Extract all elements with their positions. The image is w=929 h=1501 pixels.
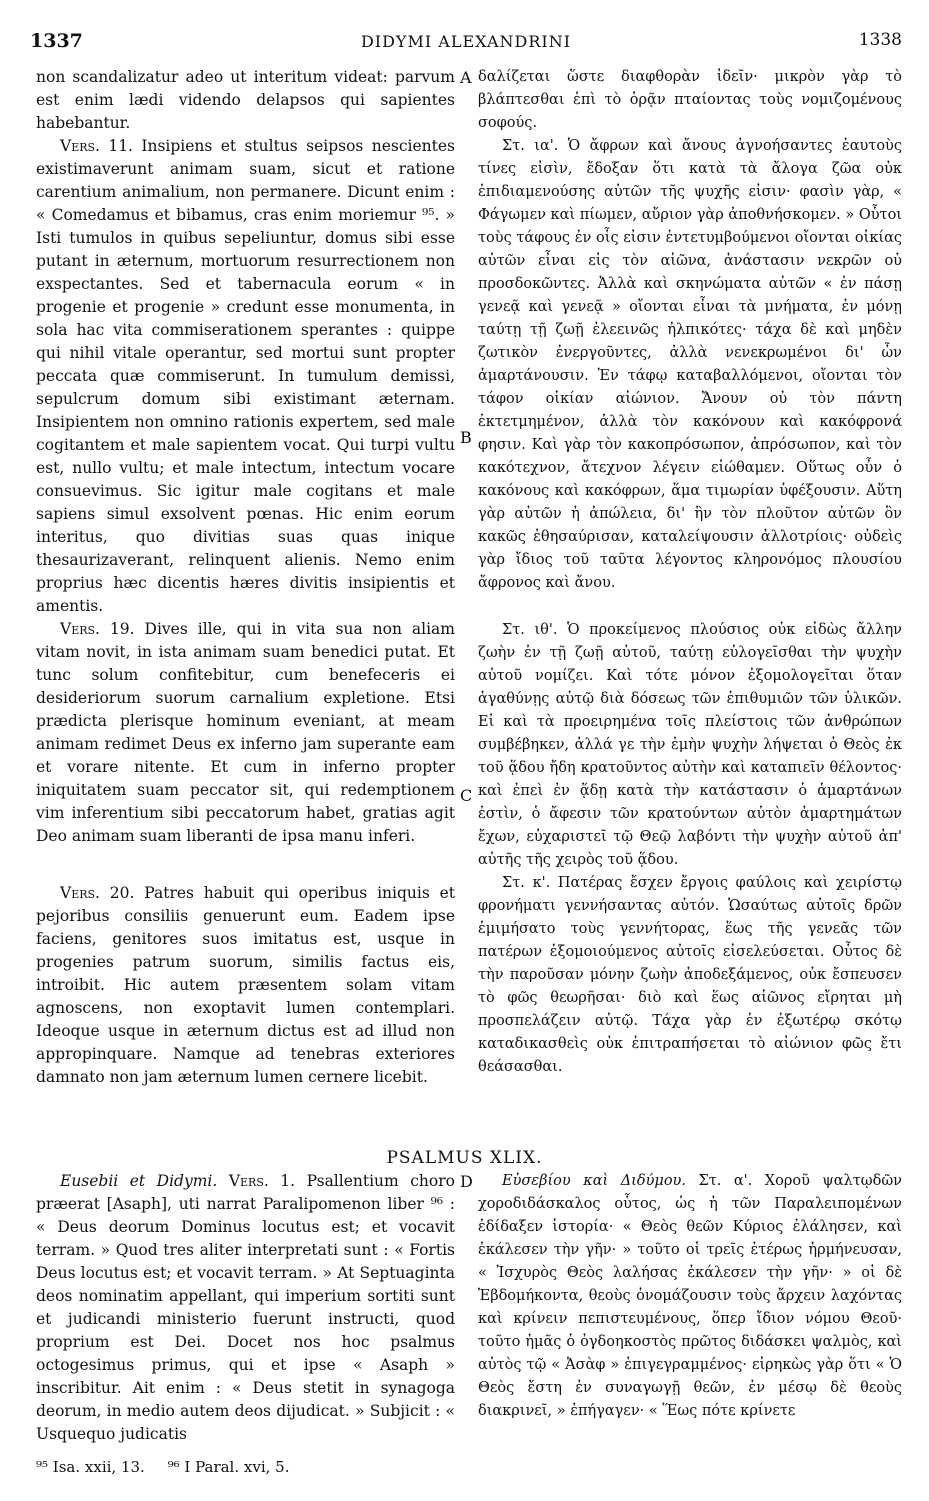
latin-paragraph-4-text: Patres habuit qui operibus iniquis et pejoribus consiliis genuerunt eum. Eadem ipse faciens, genitores suos imitatus est, usque in progenies patrum suorum, similis factus eis, introibit. Hic autem præsentem solam vitam agnoscens, non exoptavit lumen contemplari. Ideoque usque in æternum dictus est ad illud non appropinquare. Namque ad tenebras exteriores damnato non jam æternum lumen cernere licebit. bbox=[36, 884, 456, 1086]
latin-paragraph-3 bbox=[36, 618, 455, 848]
latin-column-upper bbox=[36, 66, 455, 1146]
page-number-left: 1337 bbox=[30, 30, 83, 52]
verse-label: Vers. 11. bbox=[60, 137, 133, 155]
margin-marker-c: C bbox=[460, 786, 473, 805]
psalm-heading: PSALMUS XLIX. bbox=[386, 1148, 543, 1168]
footnote-96: ⁹⁶ I Paral. xvi, 5. bbox=[167, 1458, 290, 1476]
latin-paragraph-4 bbox=[36, 882, 455, 1089]
greek-column-upper bbox=[478, 66, 902, 1146]
footnotes bbox=[36, 1458, 307, 1476]
greek-paragraph-2: Στ. ια'. Ὁ ἄφρων καὶ ἄνους ἀγνοήσαντες ἑαυτοὺς τίνες εἰσὶν, ἔδοξαν ὅτι κατὰ τὰ ἄλογα ζῶα οὐκ ἐπιδιαμενούσης αὐτῶν τῆς ψυχῆς εἰσιν· φασὶν γὰρ, « Φάγωμεν καὶ πίωμεν, αὔριον γὰρ ἀποθνήσκομεν. » Οὗτοι τοὺς τάφους ἐν οἷς εἰσιν ἐντετυμβούμενοι οἴονται οἰκίας αὐτῶν εἶναι εἰς τὸν αἰῶνα, ἀνάστασιν νεκρῶν οὐ προσδοκῶντες. Ἀλλὰ καὶ σκηνώματα αὐτῶν « ἐν πάσῃ γενεᾷ καὶ γενεᾷ » οἴονται εἶναι τὰ μνήματα, ἐν μόνῃ ταύτῃ τῇ ζωῇ ἐλεεινῶς ἠλπικότες· τάχα δὲ καὶ μηδὲν ζωτικὸν ἐνεργοῦντες, ἀλλὰ νενεκρωμένοι δι' ὧν ἁμαρτάνουσιν. Ἐν τάφῳ καταβαλλόμενοι, οἴονται τὸν τάφον οἰκίαν αἰώνιον. Ἄνουν οὐ τὸν πάντη ἐκτετμημένον, ἀλλὰ τὸν κακόνουν καὶ κακόφρονά φησιν. Καὶ γὰρ τὸν κακοπρόσωπον, ἀπρόσωπον, καὶ τὸν κακότεχνον, ἄτεχνον λέγειν εἰώθαμεν. Οὕτως οὖν ὁ κακόνους καὶ κακόφρων, ἅμα τιμωρίαν ὑφέξουσιν. Αὕτη γὰρ αὐτῶν ἡ ἀπώλεια, δι' ἣν τὸν πλοῦτον αὐτῶν ὃν κακῶς ἐθησαύρισαν, καταλείψουσιν ἀλλοτρίοις· οὐδεὶς γὰρ ἴδιος τοῦ ταῦτα λέγοντος κληρονόμος πλουσίου ἄφρονος καὶ ἄνου. bbox=[478, 138, 902, 591]
latin-paragraph-2 bbox=[36, 135, 455, 618]
latin-paragraph-5-text: Psallentium choro præerat [Asaph], uti narrat Paralipomenon liber ⁹⁶ : « Deus deorum Dominus locutus est; et vocavit terram. » Quod tres aliter interpretati sunt : « Fortis Deus locutus est; et vocavit terram. » At Septuaginta deos nominatim appellant, qui imperium sortiti sunt et judicandi ministerio fuerunt instructi, quod proprium est Dei. Docet nos hoc psalmus octogesimus primus, qui et ipse « Asaph » inscribitur. Ait enim : « Deus stetit in synagoga deorum, in medio autem deos dijudicat. » Subjicit : « Usquequo judicatis bbox=[36, 1172, 455, 1443]
running-title: DIDYMI ALEXANDRINI bbox=[360, 32, 572, 51]
page-number-right: 1338 bbox=[858, 30, 902, 50]
verse-label: Vers. 19. bbox=[60, 620, 135, 638]
margin-marker-b: B bbox=[460, 428, 472, 447]
margin-marker-d: D bbox=[460, 1172, 473, 1191]
greek-paragraph-5-text: Στ. α'. Χοροῦ ψαλτῳδῶν χοροδιδάσκαλος οὗτος, ὡς ἡ τῶν Παραλειπομένων ἐδίδαξεν ἱστορία· « Θεὸς θεῶν Κύριος ἐλάλησεν, καὶ ἐκάλεσεν τὴν γῆν· » τοῦτο οἱ τρεῖς ἑτέρως ἡρμήνευσαν, « Ἰσχυρὸς Θεὸς λαλήσας ἐκάλεσεν τὴν γῆν· » οἱ δὲ Ἑβδομήκοντα, θεοὺς ὀνομάζουσιν τοὺς ἄρχειν λαχόντας καὶ κρίνειν πεπιστευμένους, ὅπερ ἴδιον νόμου Θεοῦ· τοῦτο ἡμᾶς ὁ ὀγδοηκοστὸς πρῶτος διδάσκει ψαλμὸς, καὶ αὐτὸς τῷ « Ἀσὰφ » ἐπιγεγραμμένος· εἰρηκὼς γὰρ ὅτι « Ὁ Θεὸς ἔστη ἐν συναγωγῇ θεῶν, ἐν μέσῳ δὲ θεοὺς διακρινεῖ, » ἐπήγαγεν· « Ἕως πότε κρίνετε bbox=[478, 1173, 902, 1419]
margin-marker-a: A bbox=[460, 68, 472, 87]
attribution: Εὐσεβίου καὶ Διδύμου. bbox=[502, 1173, 686, 1189]
greek-paragraph-5 bbox=[478, 1170, 902, 1423]
latin-paragraph-5 bbox=[36, 1170, 455, 1446]
greek-column-lower bbox=[478, 1170, 902, 1450]
latin-paragraph-3-text: Dives ille, qui in vita sua non aliam vitam novit, in ista animam suam benedici putat. Et tunc solum confitebitur, cum benefeceris ei desideriorum suorum carnalium expletione. Etsi prædicta plerisque hominum eveniant, at meam animam redimet Deus ex inferno jam superante eam et vorare nitente. Et cum in inferno propter iniquitatem suam peccator sit, qui redemptionem vim inferentium sibi peccatorum habet, gratias agit Deo animam suam liberanti de ipsa manu inferi. bbox=[36, 620, 455, 845]
greek-paragraph-4: Στ. κ'. Πατέρας ἔσχεν ἔργοις φαύλοις καὶ χειρίστῳ φρονήματι γεννήσαντας αὐτόν. Ὡσαύτως αὐτοῖς δρῶν ἐμιμήσατο τοὺς γεννήτορας, ἕως τῆς γενεᾶς τῶν πατέρων ἐξομοιούμενος αὐτοῖς εἰσελεύσεται. Οὗτος δὲ τὴν παροῦσαν μόνην ζωὴν ἀποδεξάμενος, οὐκ ἔσπευσεν τὸ φῶς θεωρῆσαι· διὸ καὶ ἕως αἰῶνος εἴρηται μὴ προσπελάζειν αὐτῷ. Τάχα γὰρ ἐν ἐξωτέρῳ σκότῳ καταδικασθεὶς οὐκ ἐπιτραπήσεται τὸ αἰώνιον φῶς ἔτι θεάσασθαι. bbox=[478, 875, 902, 1075]
greek-paragraph-1: δαλίζεται ὥστε διαφθορὰν ἰδεῖν· μικρὸν γὰρ τὸ βλάπτεσθαι ἐπὶ τὸ ὁρᾷν πταίοντας τοὺς νομιζομένους σοφούς. bbox=[478, 69, 902, 131]
page-header bbox=[30, 30, 902, 60]
greek-paragraph-3: Στ. ιθ'. Ὁ προκείμενος πλούσιος οὐκ εἰδὼς ἄλλην ζωὴν ἐν τῇ ζωῇ αὐτοῦ, ταύτῃ εὐλογεῖσθαι τὴν ψυχὴν αὐτοῦ νομίζει. Καὶ τότε μόνον ἐξομολογεῖται ὅταν ἀγαθύνῃς αὐτῷ διὰ δόσεως τῶν ἐπιθυμιῶν τῶν ὑλικῶν. Εἰ καὶ τὰ προειρημένα τοῖς πλείστοις τῶν ἀνθρώπων συμβέβηκεν, ἀλλά γε τὴν ἐμὴν ψυχὴν λήψεται ὁ Θεὸς ἐκ τοῦ ᾅδου ἤδη κρατοῦντος αὐτὴν καὶ καταπιεῖν θέλοντος· καὶ ἐπεὶ ἐν ᾅδῃ κατὰ τὴν κατάστασιν ὁ ἁμαρτάνων ἐστὶν, ὁ ἄφεσιν τῶν κρατούντων αὐτὸν ἁμαρτημάτων ἔχων, εὐχαριστεῖ τῷ Θεῷ λαβόντι τὴν ψυχὴν αὐτοῦ ἀπ' αὐτῆς τῆς χειρὸς τοῦ ᾅδου. bbox=[478, 622, 902, 868]
verse-label: Vers. 1. bbox=[217, 1172, 296, 1190]
latin-paragraph-1: non scandalizatur adeo ut interitum videat: parvum est enim lædi videndo delapsos qui sapientes habebantur. bbox=[36, 68, 455, 132]
verse-label: Vers. 20. bbox=[60, 884, 135, 902]
latin-paragraph-2-text: Insipiens et stultus seipsos nescientes existimaverunt animam suam, sicut et ratione carentium animalium, non permanere. Dicunt enim : « Comedamus et bibamus, cras enim moriemur ⁹⁵. » Isti tumulos in quibus sepeliuntur, domus sibi esse putant in æternum, mortuorum resurrectionem non exspectantes. Sed et tabernacula eorum « in progenie et progenie » credunt esse monumenta, in sola hac vita commiserationem sperantes : quippe qui nihil vitale operantur, sed mortui sunt propter peccata quæ commiserunt. In tumulum demissi, sepulcrum domum sibi existimant æternam. Insipientem non omnino rationis expertem, sed male cogitantem et male sapientem vocat. Qui turpi vultu est, nullo vultu; et male intectum, intectum vocare consuevimus. Sic igitur male cogitans et male sapiens simul exsolvent pœnas. Hic enim eorum interitus, quo divitias suas quas inique thesaurizaverant, relinquent alienis. Nemo enim proprius hæc dicentis hæres divitis insipientis et amentis. bbox=[36, 137, 455, 615]
footnote-95: ⁹⁵ Isa. xxii, 13. bbox=[36, 1458, 145, 1476]
attribution: Eusebii et Didymi. bbox=[60, 1172, 218, 1190]
latin-column-lower bbox=[36, 1170, 455, 1450]
